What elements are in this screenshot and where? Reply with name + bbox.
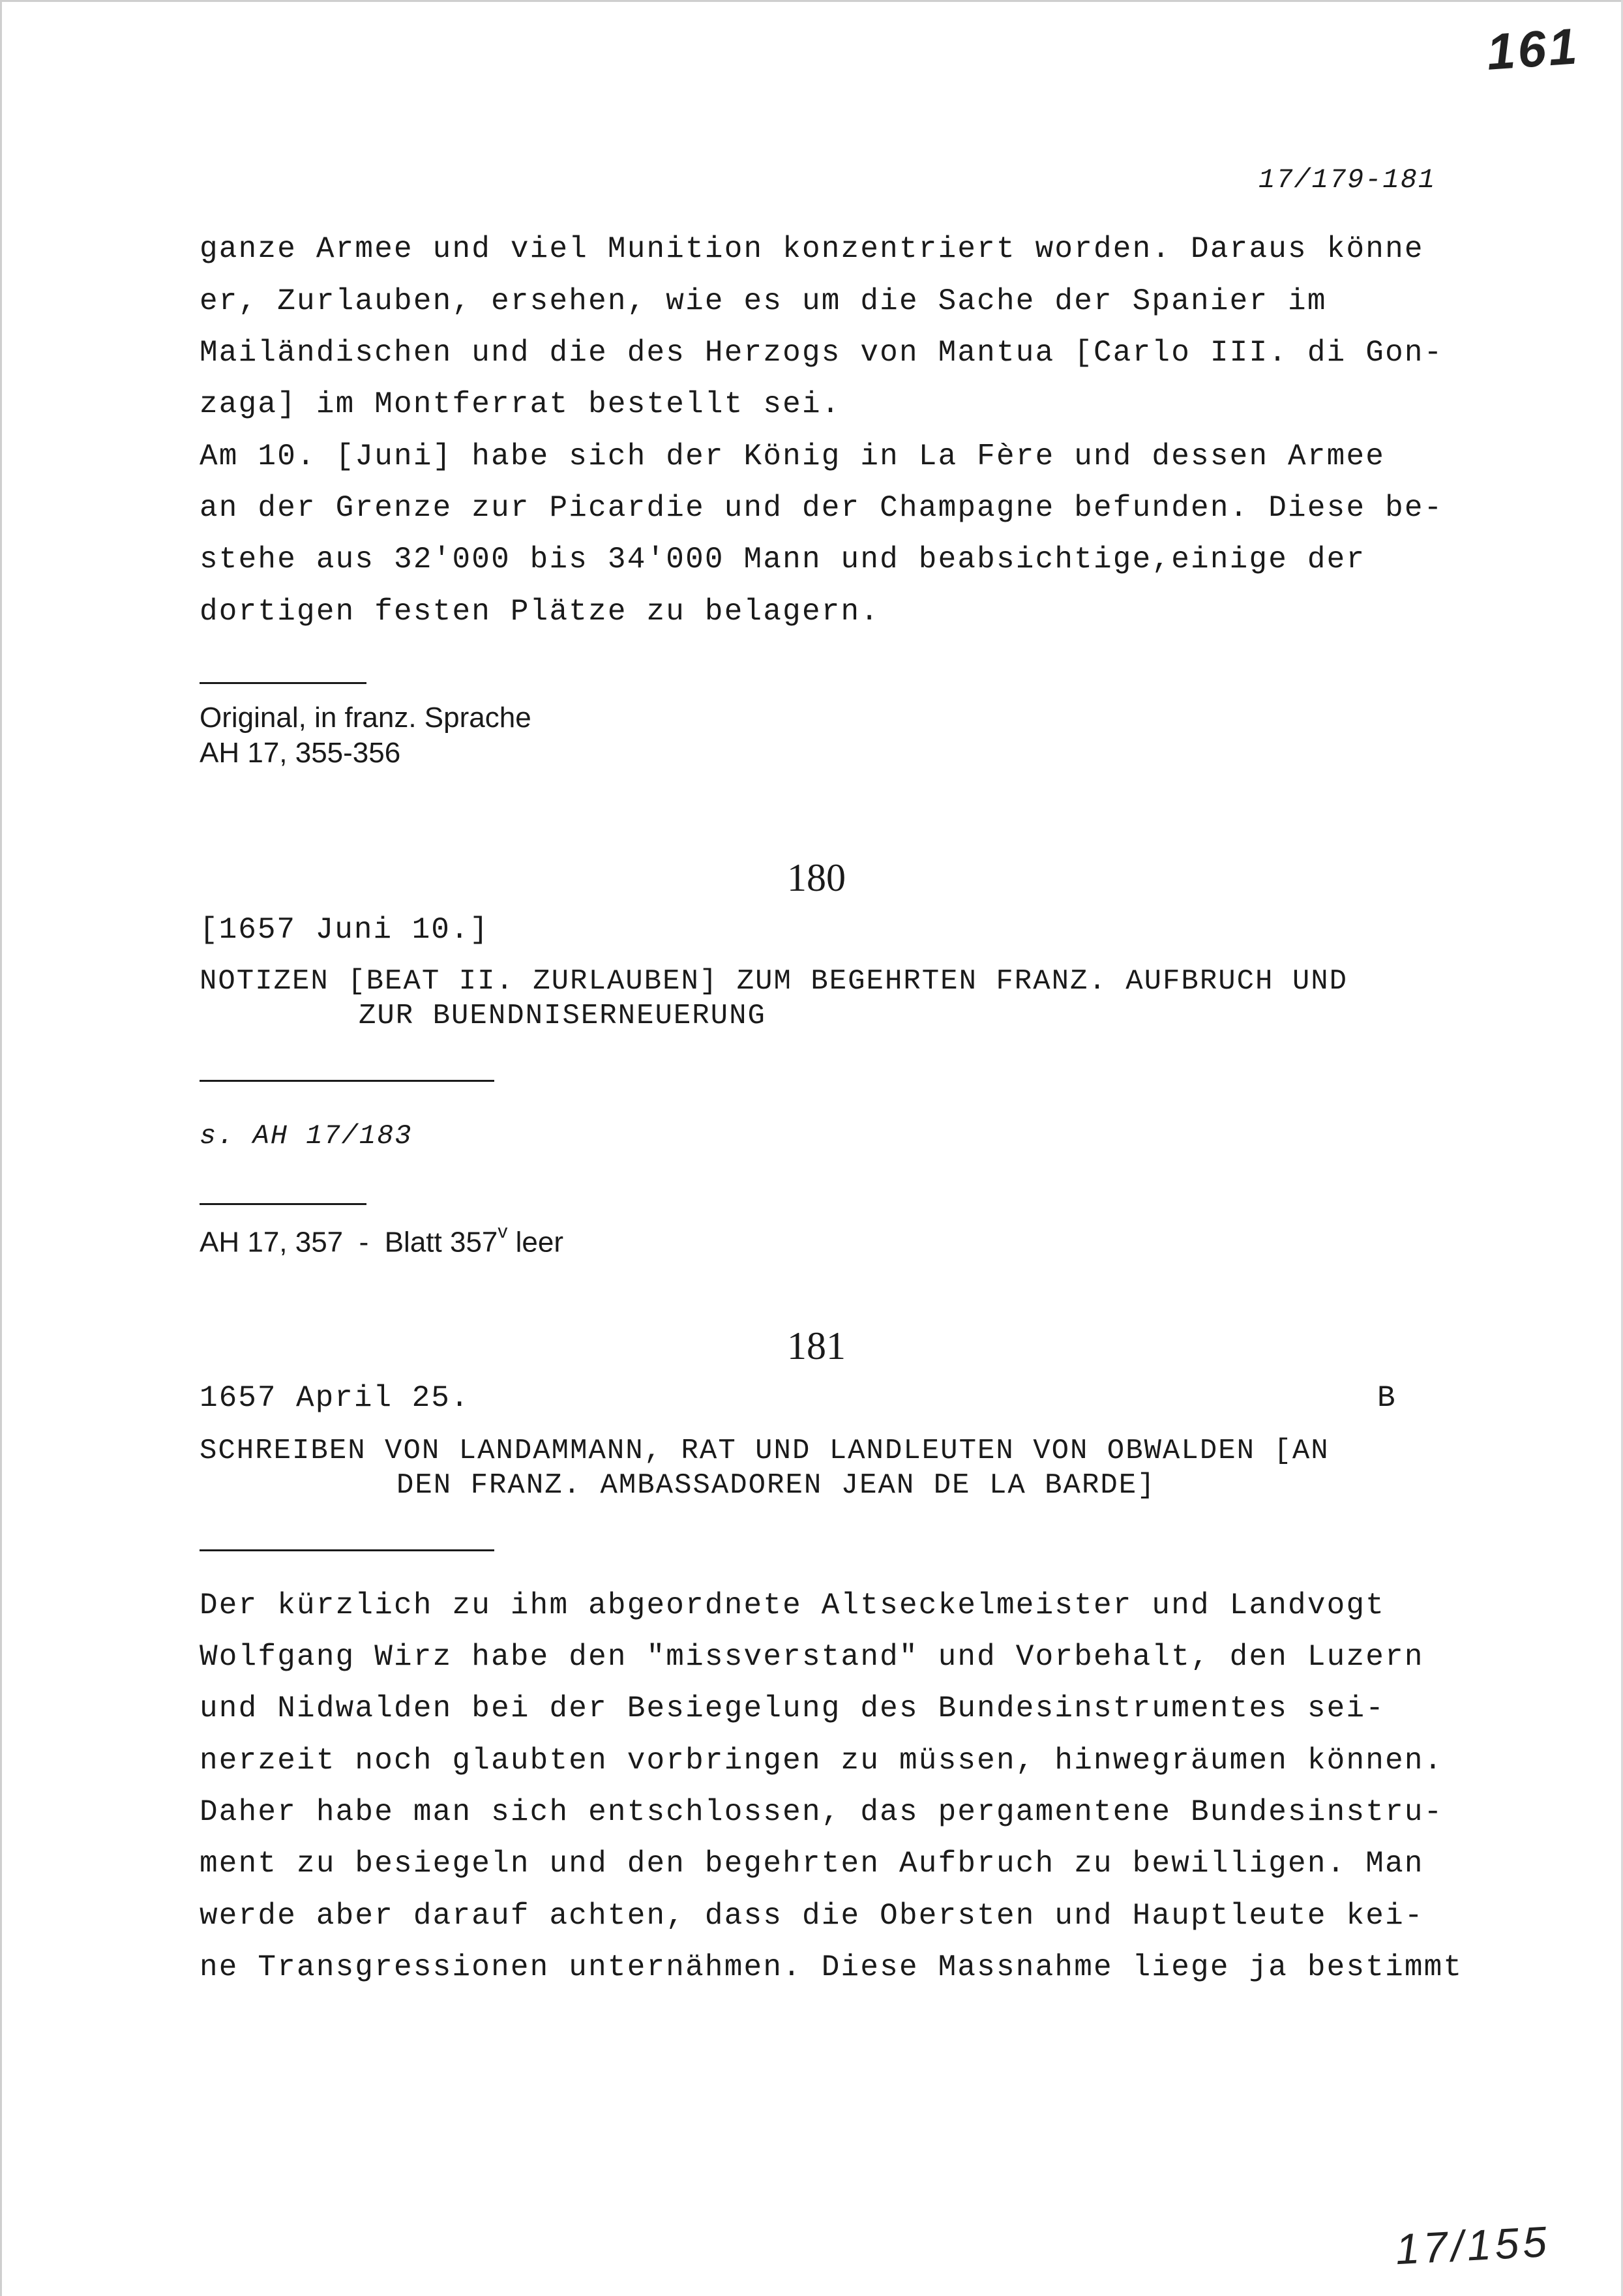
text-line: nerzeit noch glaubten vorbringen zu müssen, hinwegräumen können. [200,1744,1444,1778]
handwritten-page-number-top: 161 [1485,17,1582,81]
handwritten-page-number-bottom: 17/155 [1394,2216,1552,2274]
text-line: Daher habe man sich entschlossen, das pergamentene Bundesinstru- [200,1795,1444,1829]
text-line: dortigen festen Plätze zu belagern. [200,595,880,629]
footnote-rule [200,682,366,684]
text-line: Der kürzlich zu ihm abgeordnete Altseckelmeister und Landvogt [200,1588,1386,1622]
text-line: und Nidwalden bei der Besiegelung des Bundesinstrumentes sei- [200,1692,1386,1725]
document-date: [1657 Juni 10.] [200,913,490,947]
source-note-language: Original, in franz. Sprache [200,702,531,734]
scan-border-top [0,0,1623,2]
document-title-line: NOTIZEN [BEAT II. ZURLAUBEN] ZUM BEGEHRTEN FRANZ. AUFBRUCH UND [200,965,1348,998]
text-line: er, Zurlauben, ersehen, wie es um die Sache der Spanier im [200,284,1327,318]
cross-reference: s. AH 17/183 [200,1120,413,1152]
document-title-line: DEN FRANZ. AMBASSADOREN JEAN DE LA BARDE] [396,1469,1156,1502]
document-title-line: ZUR BUENDNISERNEUERUNG [359,1000,766,1032]
text-line: Wolfgang Wirz habe den "missverstand" und Vorbehalt, den Luzern [200,1640,1424,1674]
text-line: ment zu besiegeln und den begehrten Aufbruch zu bewilligen. Man [200,1847,1424,1881]
text-line: ne Transgressionen unternähmen. Diese Massnahme liege ja bestimmt [200,1950,1463,1984]
text-line: Mailändischen und die des Herzogs von Mantua [Carlo III. di Gon- [200,336,1444,370]
section-rule [200,1549,494,1551]
source-prefix: AH 17, 357 - Blatt 357 [200,1226,498,1259]
reference-number: 17/179-181 [1258,164,1437,196]
text-line: ganze Armee und viel Munition konzentriert worden. Daraus könne [200,232,1424,266]
text-line: stehe aus 32'000 bis 34'000 Mann und beabsichtige,einige der [200,543,1366,576]
document-marker: B [1377,1381,1397,1415]
text-line: Am 10. [Juni] habe sich der König in La Fère und dessen Armee [200,440,1386,473]
document-number-180: 180 [787,856,846,899]
document-title-line: SCHREIBEN VON LANDAMMANN, RAT UND LANDLEUTEN VON OBWALDEN [AN [200,1435,1330,1467]
scan-border-left [0,0,2,2296]
source-note-archive: AH 17, 355-356 [200,737,401,769]
footnote-rule [200,1203,366,1205]
section-rule [200,1080,494,1082]
verso-superscript: v [498,1221,508,1242]
document-number-181: 181 [787,1324,846,1367]
source-suffix: leer [507,1226,563,1259]
text-line: an der Grenze zur Picardie und der Champagne befunden. Diese be- [200,491,1444,525]
document-date: 1657 April 25. [200,1381,470,1415]
source-note-blatt [200,1221,563,1259]
text-line: zaga] im Montferrat bestellt sei. [200,387,841,421]
text-line: werde aber darauf achten, dass die Obersten und Hauptleute kei- [200,1899,1424,1933]
